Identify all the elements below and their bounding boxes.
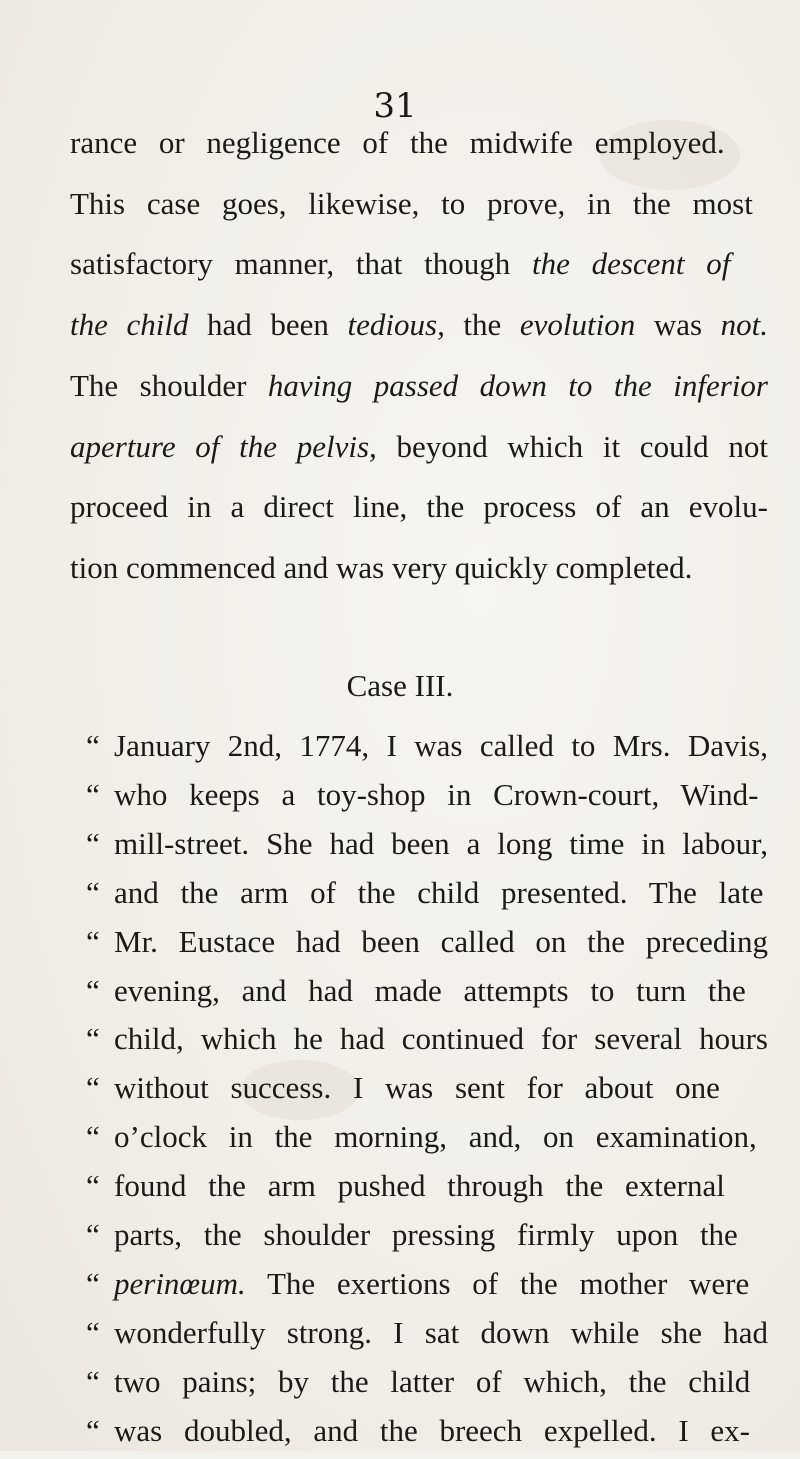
line-text <box>70 115 725 171</box>
text-run: found the arm pushed through the external <box>114 1168 725 1204</box>
quoted-text-line <box>0 1011 800 1067</box>
quoted-text-line <box>0 1060 800 1116</box>
text-run: wonderfully strong. I sat down while she had <box>114 1314 768 1350</box>
quotation-mark: “ <box>86 1119 100 1155</box>
quotation-mark: “ <box>86 874 100 910</box>
quoted-text-line <box>0 914 800 970</box>
page-number: 31 <box>373 86 417 126</box>
quotation-mark: “ <box>86 728 100 763</box>
quoted-text-line <box>0 1158 800 1214</box>
text-run: The exertions of the mother were <box>245 1265 750 1301</box>
quoted-text-line <box>0 865 800 921</box>
text-run: January 2nd, 1774, I was called to Mrs. Davis, <box>114 728 768 763</box>
quoted-text-line <box>0 816 800 872</box>
line-text <box>70 419 768 475</box>
text-run: rance or negligence of the midwife employed. <box>70 125 725 160</box>
italic-text: evolution <box>519 307 636 343</box>
text-run: Mr. Eustace had been called on the preceding <box>114 923 769 959</box>
quoted-text-line <box>0 963 800 1019</box>
line-text <box>70 236 730 292</box>
text-line <box>0 115 800 171</box>
line-text <box>114 767 758 823</box>
line-text <box>114 914 768 970</box>
line-text <box>70 479 768 535</box>
line-text <box>114 1207 738 1263</box>
line-text <box>114 1158 725 1214</box>
line-text <box>114 1305 768 1361</box>
quotation-mark: “ <box>86 1021 100 1057</box>
text-run: mill-street. She had been a long time in labour, <box>114 825 769 861</box>
text-run: parts, the shoulder pressing firmly upon the <box>114 1217 738 1252</box>
line-text <box>114 963 746 1019</box>
quoted-text-line <box>0 1403 800 1459</box>
text-run: beyond which it could not <box>376 428 768 464</box>
line-text <box>114 1060 720 1116</box>
text-run: the <box>444 307 520 343</box>
quotation-mark: “ <box>86 1265 100 1301</box>
quoted-text-line <box>0 718 800 774</box>
text-run: was <box>635 307 721 343</box>
italic-text: having passed down to the inferior <box>267 367 768 403</box>
quoted-text-line <box>0 1109 800 1165</box>
text-run: was doubled, and the breech expelled. I ex- <box>114 1412 750 1448</box>
text-run: This case goes, likewise, to prove, in the most <box>70 185 753 221</box>
italic-text: the descent of <box>531 246 731 282</box>
text-line <box>0 479 800 535</box>
text-run: who keeps a toy-shop in Crown-court, Wind- <box>114 776 759 812</box>
text-run: two pains; by the latter of which, the child <box>114 1363 751 1399</box>
line-text <box>114 1109 757 1165</box>
line-text <box>114 1354 750 1410</box>
case-heading: Case III. <box>346 668 454 703</box>
quotation-mark: “ <box>86 972 100 1008</box>
quotation-mark: “ <box>86 825 100 861</box>
line-text <box>70 540 692 596</box>
line-text <box>114 1403 750 1459</box>
text-run: tion commenced and was very quickly completed. <box>70 549 693 585</box>
text-run: evening, and had made attempts to turn the <box>114 972 746 1008</box>
italic-text: aperture of the pelvis, <box>70 428 377 464</box>
line-text <box>114 1011 768 1067</box>
line-text <box>114 865 763 921</box>
text-run: o’clock in the morning, and, on examination, <box>114 1119 757 1155</box>
quotation-mark: “ <box>86 1168 100 1204</box>
quotation-mark: “ <box>86 1070 100 1106</box>
quoted-text-line <box>0 1256 800 1312</box>
text-run: child, which he had continued for several hours <box>114 1021 768 1057</box>
quotation-mark: “ <box>86 776 100 812</box>
quotation-mark: “ <box>86 1217 100 1252</box>
italic-text: perinœum. <box>114 1265 246 1301</box>
quoted-text-line <box>0 767 800 823</box>
line-text <box>70 358 768 414</box>
quotation-mark: “ <box>86 1314 100 1350</box>
italic-text: not. <box>720 307 769 343</box>
text-run: and the arm of the child presented. The late <box>114 874 764 910</box>
quoted-text-line <box>0 1354 800 1410</box>
italic-text: tedious, <box>347 307 445 343</box>
line-text <box>114 1256 749 1312</box>
text-line <box>0 540 800 596</box>
quoted-text-line <box>0 1207 800 1263</box>
quotation-mark: “ <box>86 1363 100 1399</box>
text-line <box>0 419 800 475</box>
text-run: without success. I was sent for about one <box>114 1070 720 1106</box>
quotation-mark: “ <box>86 1412 100 1448</box>
line-text <box>70 176 753 232</box>
line-text <box>70 297 768 353</box>
text-line <box>0 236 800 292</box>
line-text <box>114 718 768 774</box>
text-line <box>0 297 800 353</box>
text-run: The shoulder <box>70 367 268 403</box>
quoted-text-line <box>0 1305 800 1361</box>
line-text <box>114 816 768 872</box>
text-line <box>0 176 800 232</box>
text-run: proceed in a direct line, the process of an evolu- <box>70 489 768 525</box>
italic-text: the child <box>70 307 189 343</box>
text-run: had been <box>188 307 348 343</box>
text-line <box>0 358 800 414</box>
text-run: satisfactory manner, that though <box>70 246 532 282</box>
quotation-mark: “ <box>86 923 100 959</box>
